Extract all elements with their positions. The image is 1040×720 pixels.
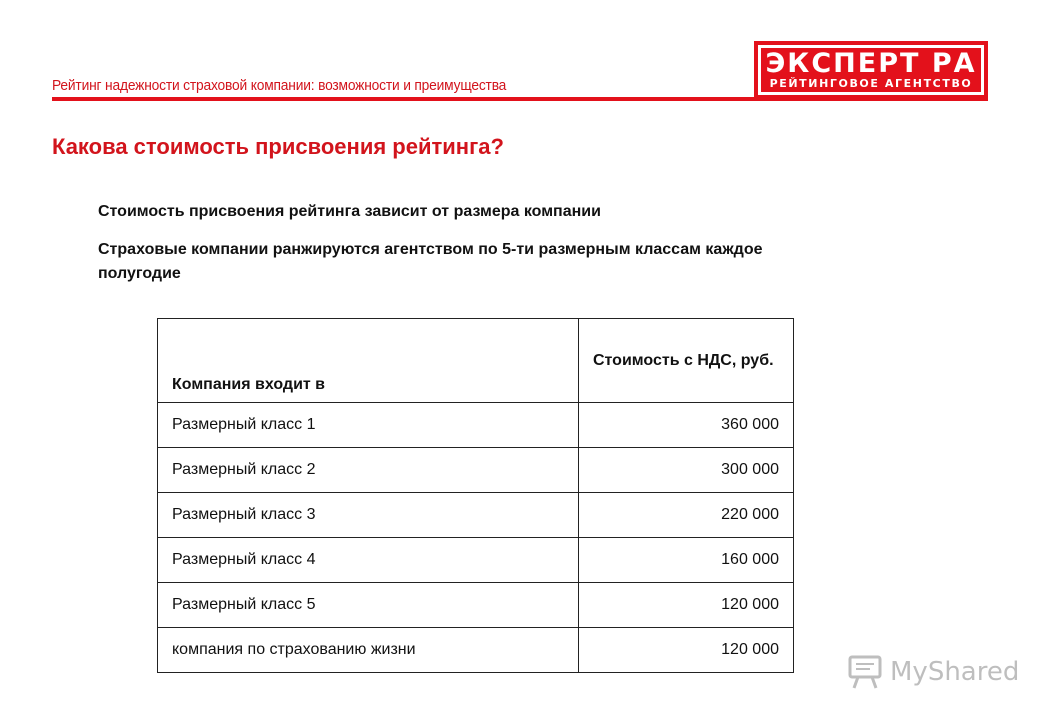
table-header-row (158, 319, 794, 403)
row-label: Размерный класс 3 (158, 493, 579, 538)
row-price: 160 000 (579, 538, 794, 583)
logo-wordmark: ЭКСПЕРТ РА (765, 48, 977, 79)
page-title: Какова стоимость присвоения рейтинга? (52, 134, 504, 159)
table-row (158, 538, 794, 583)
row-price: 360 000 (579, 403, 794, 448)
logo-tagline: РЕЙТИНГОВОЕ АГЕНТСТВО (769, 77, 973, 90)
row-label: Размерный класс 4 (158, 538, 579, 583)
row-price: 300 000 (579, 448, 794, 493)
row-price: 120 000 (579, 583, 794, 628)
bullet-text-1: Стоимость присвоения рейтинга зависит от размера компании (98, 203, 601, 220)
table-row (158, 403, 794, 448)
table-row (158, 628, 794, 673)
presentation-board-icon (846, 654, 886, 690)
bullet-text-2: Страховые компании ранжируются агентством по 5-ти размерным классам каждое полугодие (98, 241, 763, 282)
column-header-company: Компания входит в (158, 319, 579, 403)
row-label: Размерный класс 2 (158, 448, 579, 493)
presentation-subtitle: Рейтинг надежности страховой компании: возможности и преимущества (52, 77, 507, 94)
column-header-price: Стоимость с НДС, руб. (579, 319, 794, 403)
myshared-watermark (846, 652, 1019, 692)
row-label: Размерный класс 5 (158, 583, 579, 628)
row-label: Размерный класс 1 (158, 403, 579, 448)
expert-ra-logo (754, 41, 988, 99)
table-row (158, 448, 794, 493)
row-price: 220 000 (579, 493, 794, 538)
table-row (158, 583, 794, 628)
row-label: компания по страхованию жизни (158, 628, 579, 673)
logo-frame (758, 45, 984, 95)
table-row (158, 493, 794, 538)
price-table (157, 318, 794, 673)
watermark-text: MyShared (890, 657, 1020, 687)
row-price: 120 000 (579, 628, 794, 673)
